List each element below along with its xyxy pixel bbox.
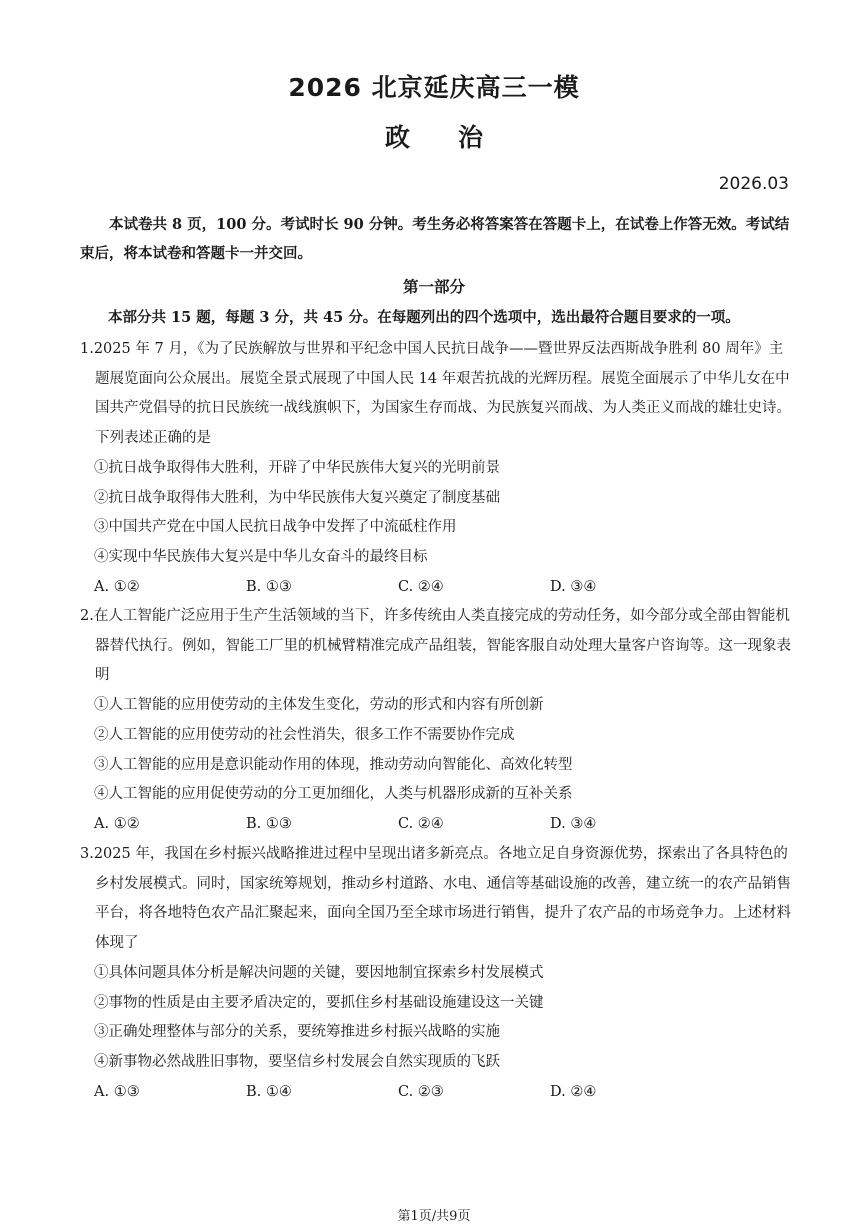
question-1 [80,335,792,602]
subject-title: 政治 [384,123,531,152]
question-stem: 1.2025 年 7 月，《为了民族解放与世界和平纪念中国人民抗日战争——暨世界反法西斯战争胜利 80 周年》主题展览面向公众展出。展览全景式展现了中国人民 14 年艰苦抗战的光辉历程。展览全面展示了中华儿女在中国共产党倡导的抗日民族统一战线旗帜下，为国家生存而战、为民族复兴而战、为人类正义而战的雄壮史诗。下列表述正确的是 [80,341,791,447]
question-stem: 3.2025 年，我国在乡村振兴战略推进过程中呈现出诸多新亮点。各地立足自身资源优势，探索出了各具特色的乡村发展模式。同时，国家统筹规划，推动乡村道路、水电、通信等基础设施的改善，建立统一的农产品销售平台，将各地特色农产品汇聚起来，面向全国乃至全球市场进行销售，提升了农产品的市场竞争力。上述材料体现了 [80,846,791,952]
choice-c: C. ②④ [398,578,444,595]
page-number: 第1页/共9页 [397,1209,471,1224]
exam-title: 2026 北京延庆高三一模 [288,73,580,102]
statement-option: ②事物的性质是由主要矛盾决定的，要抓住乡村基础设施建设这一关键 [94,994,544,1011]
answer-choices [80,573,792,603]
exam-date: 2026.03 [718,174,789,194]
choice-a: A. ①③ [94,1083,140,1100]
choice-b: B. ①③ [246,578,292,595]
statement-option: ③人工智能的应用是意识能动作用的体现，推动劳动向智能化、高效化转型 [94,756,573,773]
choice-c: C. ②④ [398,815,444,832]
choice-d: D. ③④ [550,578,597,595]
section-title: 第一部分 [402,278,465,296]
choice-c: C. ②③ [398,1083,444,1100]
answer-choices [80,1078,792,1108]
statement-option: ①抗日战争取得伟大胜利，开辟了中华民族伟大复兴的光明前景 [94,459,500,476]
statement-option: ②人工智能的应用使劳动的社会性消失，很多工作不需要协作完成 [94,726,515,743]
choice-a: A. ①② [94,578,140,595]
statement-option: ④人工智能的应用促使劳动的分工更加细化，人类与机器形成新的互补关系 [94,786,573,803]
section-instruction: 本部分共 15 题，每题 3 分，共 45 分。在每题列出的四个选项中，选出最符合题目要求的一项。 [108,309,740,326]
statement-option: ④实现中华民族伟大复兴是中华儿女奋斗的最终目标 [94,548,428,565]
statement-option: ③中国共产党在中国人民抗日战争中发挥了中流砥柱作用 [94,519,457,536]
answer-choices [80,810,792,840]
statement-option: ③正确处理整体与部分的关系，要统筹推进乡村振兴战略的实施 [94,1024,500,1041]
statement-option: ①具体问题具体分析是解决问题的关键，要因地制宜探索乡村发展模式 [94,964,544,981]
statement-option: ①人工智能的应用使劳动的主体发生变化，劳动的形式和内容有所创新 [94,697,544,714]
question-stem: 2.在人工智能广泛应用于生产生活领域的当下，许多传统由人类直接完成的劳动任务，如今部分或全部由智能机器替代执行。例如，智能工厂里的机械臂精准完成产品组装，智能客服自动处理大量客户咨询等。这一现象表明 [80,608,791,684]
choice-a: A. ①② [94,815,140,832]
exam-notice: 本试卷共 8 页，100 分。考试时长 90 分钟。考生务必将答案答在答题卡上，在试卷上作答无效。考试结束后，将本试卷和答题卡一并交回。 [80,216,790,262]
choice-b: B. ①④ [246,1083,292,1100]
choice-b: B. ①③ [246,815,292,832]
statement-option: ④新事物必然战胜旧事物，要坚信乡村发展会自然实现质的飞跃 [94,1053,500,1070]
question-2 [80,602,792,840]
statement-option: ②抗日战争取得伟大胜利，为中华民族伟大复兴奠定了制度基础 [94,489,500,506]
choice-d: D. ②④ [550,1083,597,1100]
question-3 [80,840,792,1107]
choice-d: D. ③④ [550,815,597,832]
